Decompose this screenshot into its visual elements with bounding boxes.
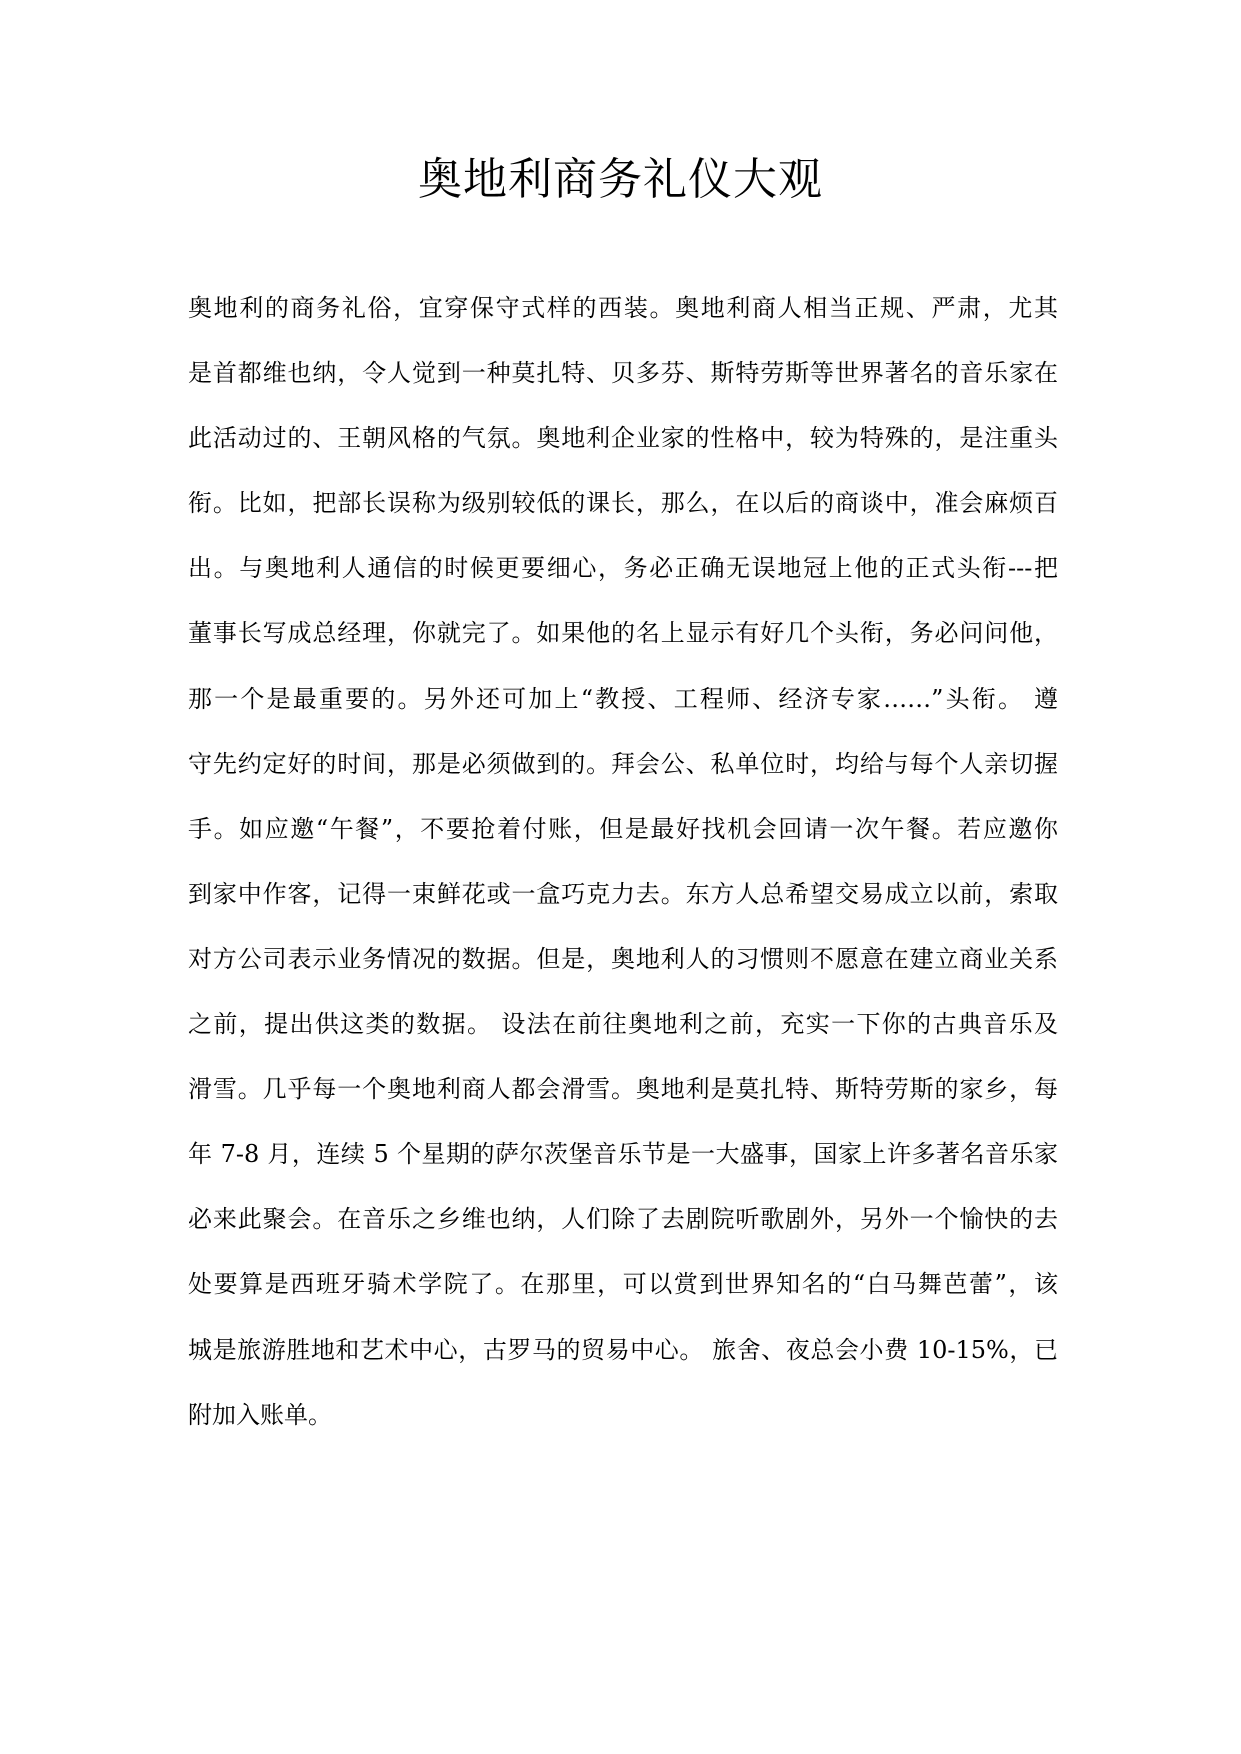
body-line: 衔。比如，把部长误称为级别较低的课长，那么，在以后的商谈中，准会麻烦百	[188, 489, 1058, 518]
body-line: 处要算是西班牙骑术学院了。在那里，可以赏到世界知名的“白马舞芭蕾”，该	[188, 1270, 1058, 1299]
document-title: 奥地利商务礼仪大观	[418, 154, 823, 205]
body-line: 此活动过的、王朝风格的气氛。奥地利企业家的性格中，较为特殊的，是注重头	[188, 424, 1058, 453]
body-line: 年 7-8 月，连续 5 个星期的萨尔茨堡音乐节是一大盛事，国家上许多著名音乐家	[188, 1140, 1058, 1169]
document-body	[188, 288, 1058, 1460]
body-line: 城是旅游胜地和艺术中心，古罗马的贸易中心。 旅舍、夜总会小费 10-15%，已	[188, 1335, 1058, 1364]
body-line: 守先约定好的时间，那是必须做到的。拜会公、私单位时，均给与每个人亲切握	[188, 749, 1058, 778]
body-line: 滑雪。几乎每一个奥地利商人都会滑雪。奥地利是莫扎特、斯特劳斯的家乡，每	[188, 1075, 1058, 1104]
body-line: 奥地利的商务礼俗，宜穿保守式样的西装。奥地利商人相当正规、严肃，尤其	[188, 294, 1058, 322]
body-line: 董事长写成总经理，你就完了。如果他的名上显示有好几个头衔，务必问问他，	[188, 619, 1058, 648]
body-line: 之前，提出供这类的数据。 设法在前往奥地利之前，充实一下你的古典音乐及	[188, 1010, 1058, 1039]
body-line: 到家中作客，记得一束鲜花或一盒巧克力去。东方人总希望交易成立以前，索取	[188, 879, 1058, 908]
body-line: 对方公司表示业务情况的数据。但是，奥地利人的习惯则不愿意在建立商业关系	[188, 944, 1058, 973]
body-line: 出。与奥地利人通信的时候更要细心，务必正确无误地冠上他的正式头衔---把	[188, 554, 1058, 583]
body-line: 是首都维也纳，令人觉到一种莫扎特、贝多芬、斯特劳斯等世界著名的音乐家在	[188, 359, 1058, 388]
body-line: 附加入账单。	[188, 1400, 332, 1429]
body-line: 必来此聚会。在音乐之乡维也纳，人们除了去剧院听歌剧外，另外一个愉快的去	[188, 1205, 1058, 1234]
body-line: 手。如应邀“午餐”，不要抢着付账，但是最好找机会回请一次午餐。若应邀你	[188, 814, 1058, 843]
body-line: 那一个是最重要的。另外还可加上“教授、工程师、经济专家……”头衔。 遵	[188, 684, 1058, 713]
